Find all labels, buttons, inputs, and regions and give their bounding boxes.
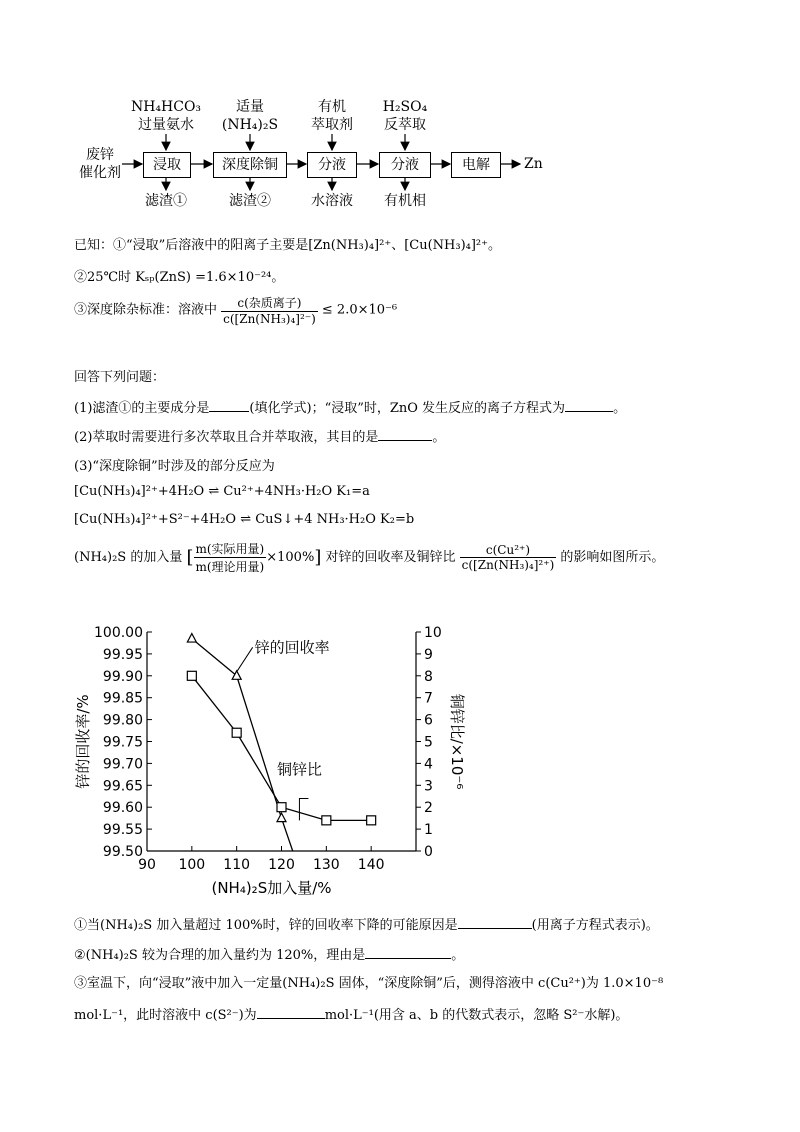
question-3: (3)“深度除铜”时涉及的部分反应为 [74,459,275,474]
flow-start-line-2: 催化剂 [79,165,121,181]
answer-blank-s3[interactable] [257,1006,325,1019]
known-2: ②25℃时 Kₛₚ(ZnS) =1.6×10⁻²⁴。 [74,270,285,285]
flow-reagent-1-line-2: 过量氨水 [138,117,194,133]
dosage-fraction [194,540,267,575]
ratio-denominator: c([Zn(NH₃)₄]²⁺) [461,558,555,572]
left-tick-label: 99.60 [102,800,143,817]
flow-reagent-3-line-1: 有机 [318,99,346,115]
chart-series [187,634,375,851]
flow-box-electrolysis: 电解 [451,152,501,178]
questions-intro: 回答下列问题： [74,370,166,385]
cu-zn-ratio-point [367,816,376,825]
sub-question-3b-part-a: mol·L⁻¹，此时溶液中 c(S²⁻)为 [74,1008,257,1023]
left-tick-label: 99.65 [102,778,143,795]
left-tick-label: 99.55 [102,822,143,839]
answer-blank-2[interactable] [378,428,432,441]
right-tick-label: 0 [424,844,433,860]
right-tick-label: 5 [424,734,433,751]
flow-organic: 有机相 [384,193,426,209]
question-2-part-a: (2)萃取时需要进行多次萃取且合并萃取液，其目的是 [74,430,379,445]
cu-zn-ratio-line [192,676,371,821]
flow-residue-2: 滤渣② [229,193,271,209]
flow-start-line-1: 废锌 [86,147,114,163]
left-axis-label: 锌的回收率/% [74,694,92,789]
known-3-post: ≤ 2.0×10⁻⁶ [321,302,398,318]
dosage-multiplier: ×100% [266,550,315,565]
question-1-part-b: (填化学式)；“浸取”时，ZnO 发生反应的离子方程式为 [249,401,566,416]
x-axis-label: (NH₄)₂S加入量/% [211,879,332,897]
x-tick-label: 90 [138,857,156,873]
answer-blank-1b[interactable] [565,399,613,412]
dosage-chart [70,610,466,900]
question-2 [74,426,445,445]
flow-reagent-1-line-1: NH₄HCO₃ [130,99,202,115]
flow-box-separate-2: 分液 [379,152,431,178]
right-tick-label: 2 [424,800,433,817]
flow-box-decopper: 深度除铜 [213,152,287,178]
sub-question-2-part-b: 。 [451,948,465,963]
flow-reagent-2-line-1: 适量 [236,99,264,115]
cu-zn-ratio-label: 铜锌比 [277,760,323,779]
x-tick-label: 130 [312,857,340,873]
left-tick-label: 99.50 [102,844,143,860]
known-3-denominator: c([Zn(NH₃)₄]²⁻) [223,312,316,326]
question-2-part-b: 。 [432,430,446,445]
question-3b-pre: (NH₄)₂S 的加入量 [74,550,183,565]
cu-zn-ratio-point [187,671,196,680]
flow-reagent-2 [216,98,284,134]
flow-aqueous: 水溶液 [311,193,353,209]
flow-reagent-2-line-2: (NH₄)₂S [221,117,279,133]
chart-labels [74,625,466,897]
question-3b-post: 的影响如图所示。 [560,550,665,565]
flow-start [78,146,122,182]
zinc-recovery-leader [237,647,253,671]
sub-question-2-part-a: ②(NH₄)₂S 较为合理的加入量约为 120%，理由是 [74,948,366,963]
right-tick-label: 9 [424,646,433,663]
x-tick-label: 110 [223,857,251,873]
known-3-fraction [221,294,318,326]
left-bracket: [ [186,547,194,568]
right-tick-label: 3 [424,778,433,795]
answer-blank-s2[interactable] [365,946,451,959]
zinc-recovery-point [277,813,286,822]
sub-question-1 [74,914,659,933]
x-tick-label: 140 [357,857,385,873]
flow-reagent-3-line-2: 萃取剂 [311,117,353,133]
question-1 [74,397,626,416]
flow-reagent-4 [376,98,434,134]
flow-box-separate-1: 分液 [307,152,357,178]
equation-1: [Cu(NH₃)₄]²⁺+4H₂O ⇌ Cu²⁺+4NH₃·H₂O K₁=a [74,484,370,499]
left-tick-label: 99.70 [102,756,143,773]
right-bracket: ] [314,547,322,568]
flow-end: Zn [524,156,543,172]
dosage-denominator: m(理论用量) [195,560,265,574]
question-1-part-a: (1)滤渣①的主要成分是 [74,401,210,416]
right-tick-label: 7 [424,690,433,707]
right-tick-label: 4 [424,756,433,773]
flow-reagent-3 [304,98,360,134]
cu-zn-ratio-fraction [460,543,557,572]
right-tick-label: 6 [424,712,433,729]
left-tick-label: 99.85 [102,690,143,707]
left-tick-label: 99.95 [102,646,143,663]
known-3-numerator: c(杂质离子) [221,294,318,312]
flow-reagent-4-line-2: 反萃取 [384,117,426,133]
known-3 [74,294,397,326]
question-3b [74,540,664,575]
known-3-pre: ③深度除杂标准：溶液中 [74,302,218,318]
ratio-numerator: c(Cu²⁺) [460,543,557,558]
cu-zn-ratio-point [322,816,331,825]
sub-question-3b [74,1004,628,1023]
question-1-part-c: 。 [613,401,627,416]
cu-zn-ratio-leader [299,798,308,820]
flow-residue-1: 滤渣① [145,193,187,209]
zinc-recovery-point [187,634,196,643]
left-tick-label: 99.75 [102,734,143,751]
answer-blank-1a[interactable] [209,399,249,412]
question-3b-mid: 对锌的回收率及铜锌比 [325,550,456,565]
left-tick-label: 99.90 [102,668,143,685]
dosage-numerator: m(实际用量) [195,542,265,556]
left-tick-label: 100.00 [94,625,143,641]
right-tick-label: 10 [424,625,442,641]
right-axis-label: 铜锌比/×10⁻⁶ [448,693,466,790]
zinc-recovery-line [192,639,293,851]
zinc-recovery-label: 锌的回收率 [254,638,330,657]
sub-question-1-part-b: (用离子方程式表示)。 [531,918,659,933]
x-tick-label: 100 [178,857,206,873]
right-tick-label: 1 [424,822,433,839]
sub-question-2 [74,944,464,963]
flow-box-leach: 浸取 [143,152,191,178]
sub-question-3b-part-b: mol·L⁻¹(用含 a、b 的代数式表示，忽略 S²⁻水解)。 [324,1008,629,1023]
equation-2: [Cu(NH₃)₄]²⁺+S²⁻+4H₂O ⇌ CuS↓+4 NH₃·H₂O K₂=b [74,512,415,527]
sub-question-3a: ③室温下，向“浸取”液中加入一定量(NH₄)₂S 固体，“深度除铜”后，测得溶液中 c(Cu²⁺)为 1.0×10⁻⁸ [74,976,664,991]
sub-question-1-part-a: ①当(NH₄)₂S 加入量超过 100%时，锌的回收率下降的可能原因是 [74,918,458,933]
known-1: 已知：①“浸取”后溶液中的阳离子主要是[Zn(NH₃)₄]²⁺、[Cu(NH₃)₄]²⁺。 [74,238,502,253]
flow-reagent-4-line-1: H₂SO₄ [382,99,428,115]
flow-reagent-1 [126,98,206,134]
right-tick-label: 8 [424,668,433,685]
left-tick-label: 99.80 [102,712,143,729]
answer-blank-s1[interactable] [458,916,532,929]
zinc-recovery-point [232,671,241,680]
x-tick-label: 120 [268,857,295,873]
cu-zn-ratio-point [277,803,286,812]
cu-zn-ratio-point [232,728,241,737]
